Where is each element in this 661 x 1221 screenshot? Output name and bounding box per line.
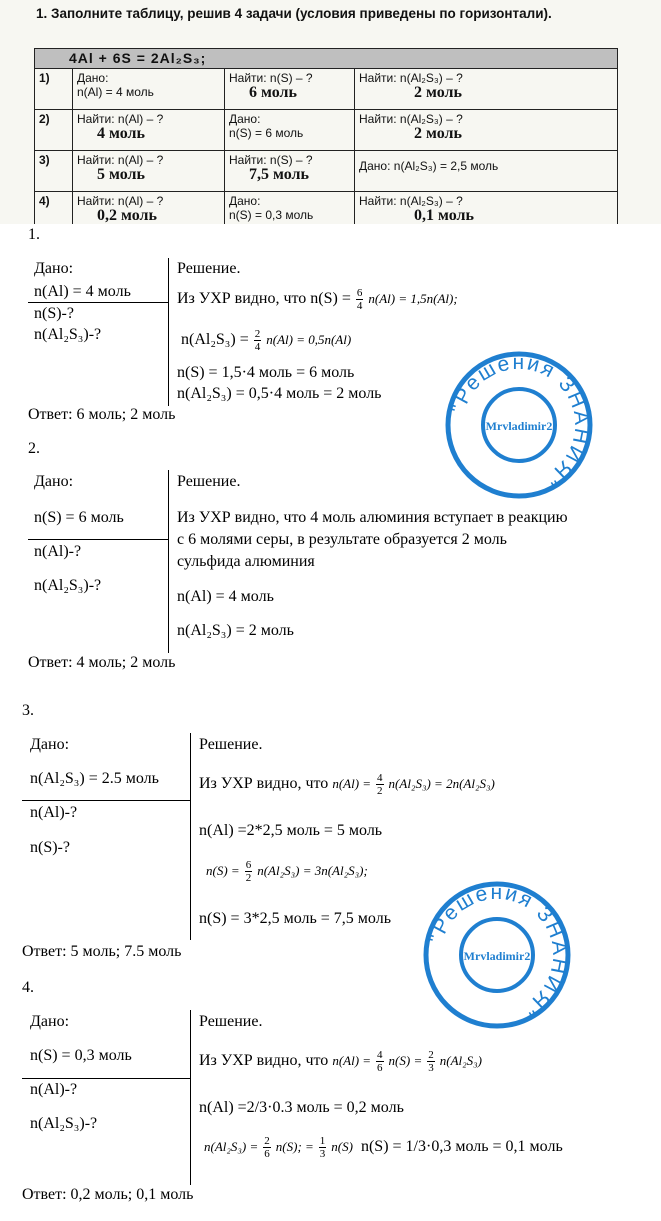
task-table	[34, 48, 618, 224]
problem-4-number: 4.	[22, 979, 34, 996]
table-row	[35, 69, 618, 110]
p2-line5: n(Al₂S₃) = 2 моль	[177, 622, 294, 639]
row-number: 1)	[35, 69, 73, 110]
p4-line1: Из УХР видно, что n(Al) = $\frac{4}{6}$ n(S) = $\frac{2}{3}$ n(Al₂S₃)	[199, 1049, 482, 1074]
stamp-ring-text: "Решения ЗНАНИЯ"	[446, 350, 594, 492]
p1-line3: n(S) = 1,5·4 моль = 6 моль	[177, 364, 355, 381]
p1-line2: n(Al₂S₃) = $\frac{2}{4}$ n(Al) = 0,5n(Al)	[181, 328, 352, 353]
row-number: 3)	[35, 151, 73, 192]
table-row	[35, 110, 618, 151]
table-row	[35, 192, 618, 225]
stamp-svg	[422, 880, 572, 1030]
p4-line3: n(Al₂S₃) = $\frac{2}{6}$ n(S); = $\frac{1}{3}$ n(S) n(S) = 1/3·0,3 моль = 0,1 моль	[204, 1135, 563, 1160]
stamp-center-text: Mrvladimir2	[485, 419, 553, 433]
p4-find2: n(Al₂S₃)-?	[30, 1115, 98, 1132]
p2-find1: n(Al)-?	[34, 543, 82, 560]
p2-answer: Ответ: 4 моль; 2 моль	[28, 654, 176, 671]
table-cell: Найти: n(S) – ? 7,5 моль	[225, 151, 355, 192]
problem-2-number: 2.	[28, 440, 40, 457]
row-number: 2)	[35, 110, 73, 151]
p1-answer: Ответ: 6 моль; 2 моль	[28, 406, 176, 423]
p1-line1: Из УХР видно, что n(S) = $\frac{6}{4}$ n(Al) = 1,5n(Al);	[177, 287, 458, 312]
p3-line4: n(S) = 3*2,5 моль = 7,5 моль	[199, 910, 391, 927]
stamp-ring-text: "Решения ЗНАНИЯ"	[424, 880, 572, 1022]
p4-dano: Дано:	[30, 1013, 70, 1030]
p2-line2: с 6 молями серы, в результате образуется 2 моль	[177, 531, 507, 548]
p2-line3: сульфида алюминия	[177, 553, 315, 570]
p3-line1: Из УХР видно, что n(Al) = $\frac{4}{2}$ n(Al₂S₃) = 2n(Al₂S₃)	[199, 772, 495, 797]
p2-vertical-rule	[168, 470, 169, 653]
problem-3-number: 3.	[22, 702, 34, 719]
table-cell: Дано: n(Al) = 4 моль	[73, 69, 225, 110]
p2-line1: Из УХР видно, что 4 моль алюминия вступает в реакцию	[177, 509, 568, 526]
problem-1-number: 1.	[28, 226, 40, 243]
p1-dano: Дано:	[34, 260, 74, 277]
reaction-equation: 4Al + 6S = 2Al₂S₃;	[35, 49, 618, 69]
p4-find1: n(Al)-?	[30, 1081, 78, 1098]
table-cell: Найти: n(Al) – ? 4 моль	[73, 110, 225, 151]
textbook-excerpt	[0, 0, 661, 224]
table-row	[35, 151, 618, 192]
table-cell: Найти: n(Al) – ? 0,2 моль	[73, 192, 225, 225]
p1-line4: n(Al₂S₃) = 0,5·4 моль = 2 моль	[177, 385, 382, 402]
table-header-row	[35, 49, 618, 69]
watermark-stamp	[444, 350, 594, 500]
p2-divider	[28, 539, 168, 540]
p2-given: n(S) = 6 моль	[34, 509, 124, 526]
table-cell: Найти: n(Al₂S₃) – ? 0,1 моль	[355, 192, 618, 225]
p1-find1: n(S)-?	[34, 305, 74, 322]
p3-find1: n(Al)-?	[30, 804, 78, 821]
table-cell: Найти: n(Al) – ? 5 моль	[73, 151, 225, 192]
p2-reshenie: Решение.	[177, 473, 241, 490]
watermark-stamp	[422, 880, 572, 1030]
table-cell: Найти: n(S) – ? 6 моль	[225, 69, 355, 110]
p4-reshenie: Решение.	[199, 1013, 263, 1030]
p4-vertical-rule	[190, 1010, 191, 1185]
p1-reshenie: Решение.	[177, 260, 241, 277]
p1-divider	[28, 302, 168, 303]
p2-dano: Дано:	[34, 473, 74, 490]
row-number: 4)	[35, 192, 73, 225]
task-title: 1. Заполните таблицу, решив 4 задачи (условия приведены по горизонтали).	[36, 6, 552, 21]
p4-given: n(S) = 0,3 моль	[30, 1047, 132, 1064]
table-cell: Дано: n(Al₂S₃) = 2,5 моль	[355, 151, 618, 192]
p4-line2: n(Al) =2/3·0.3 моль = 0,2 моль	[199, 1099, 404, 1116]
p3-line3: n(S) = $\frac{6}{2}$ n(Al₂S₃) = 3n(Al₂S₃);	[206, 859, 368, 884]
p4-divider	[22, 1078, 190, 1079]
stamp-center-text: Mrvladimir2	[463, 949, 531, 963]
p2-find2: n(Al₂S₃)-?	[34, 577, 102, 594]
p2-line4: n(Al) = 4 моль	[177, 588, 274, 605]
p1-given: n(Al) = 4 моль	[34, 283, 131, 300]
table-cell: Дано: n(S) = 6 моль	[225, 110, 355, 151]
p3-find2: n(S)-?	[30, 839, 70, 856]
p3-vertical-rule	[190, 733, 191, 940]
p3-answer: Ответ: 5 моль; 7.5 моль	[22, 943, 182, 960]
table-cell: Найти: n(Al₂S₃) – ? 2 моль	[355, 69, 618, 110]
p3-line2: n(Al) =2*2,5 моль = 5 моль	[199, 822, 383, 839]
table-cell: Дано: n(S) = 0,3 моль	[225, 192, 355, 225]
table-cell: Найти: n(Al₂S₃) – ? 2 моль	[355, 110, 618, 151]
p3-divider	[22, 800, 190, 801]
stamp-svg	[444, 350, 594, 500]
p3-reshenie: Решение.	[199, 736, 263, 753]
p4-answer: Ответ: 0,2 моль; 0,1 моль	[22, 1186, 194, 1203]
p1-find2: n(Al₂S₃)-?	[34, 326, 102, 343]
p1-vertical-rule	[168, 258, 169, 406]
p3-dano: Дано:	[30, 736, 70, 753]
p3-given: n(Al₂S₃) = 2.5 моль	[30, 770, 159, 787]
